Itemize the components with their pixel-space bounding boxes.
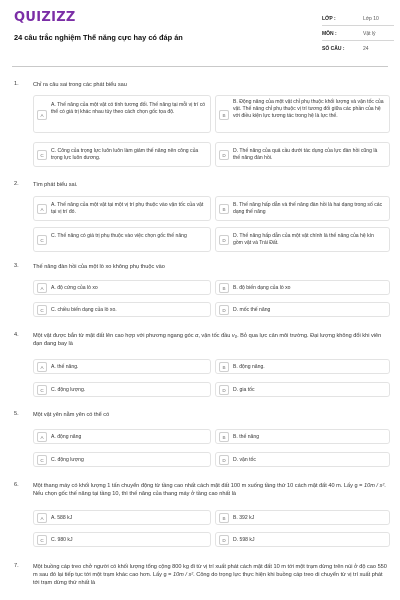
option-letter: A — [37, 362, 47, 372]
option-letter: B — [219, 362, 229, 372]
option-text: C. Công của trọng lực luôn luôn làm giảm thế năng nên công của trọng lực luôn dương. — [51, 148, 199, 161]
question-number: 2. — [14, 181, 19, 187]
question-number: 7. — [14, 563, 19, 569]
answer-option-d[interactable] — [215, 452, 390, 467]
answer-option-b[interactable] — [215, 429, 390, 444]
answer-option-a[interactable] — [33, 359, 211, 374]
option-letter: B — [219, 513, 229, 523]
meta-value: 24 — [363, 46, 369, 52]
question-text: Một buồng cáp treo chở người có khối lượng tổng cộng 800 kg đi từ vị trí xuất phát cách mặt đất 10 m tới một trạm dừng trên núi ở độ cao 550 m sau đó lại tiếp tục tới một trạm khác cao hơn. Lấy g = 10m / s². Công do trọng lực thực hiện khi buồng cáp treo di chuyển từ vị trí xuất phát tới trạm dừng thứ nhất là — [33, 564, 387, 586]
option-letter: D — [219, 150, 229, 160]
question-text: Thế năng đàn hồi của một lò xo không phụ thuộc vào — [33, 264, 165, 270]
answer-option-b[interactable] — [215, 510, 390, 525]
meta-value: Vật lý — [363, 31, 376, 37]
option-letter: C — [37, 535, 47, 545]
option-letter: C — [37, 455, 47, 465]
question-number: 5. — [14, 411, 19, 417]
question-number: 1. — [14, 81, 19, 87]
option-letter: D — [219, 535, 229, 545]
question-number: 4. — [14, 332, 19, 338]
option-letter: A — [37, 204, 47, 214]
answer-option-c[interactable] — [33, 302, 211, 317]
answer-option-c[interactable] — [33, 382, 211, 397]
question-text: Tìm phát biểu sai. — [33, 182, 78, 188]
option-letter: A — [37, 283, 47, 293]
header-divider — [12, 66, 388, 67]
answer-option-d[interactable] — [215, 227, 390, 252]
meta-label: SỐ CÂU : — [322, 46, 345, 52]
option-letter: C — [37, 150, 47, 160]
option-text: B. Động năng của một vật chỉ phụ thuộc khối lượng và vận tốc của vật. Thế năng chỉ phụ thuộc vị trí tương đối giữa các phần của hệ với điều kiện lực tương tác trong hệ là lực thế. — [233, 99, 384, 119]
option-text: B. động năng. — [233, 364, 265, 370]
question-text: Một vật yên nằm yên có thể có — [33, 412, 110, 418]
meta-value: Lớp 10 — [363, 16, 379, 22]
option-text: D. gia tốc — [233, 387, 255, 393]
option-text: D. Thế năng của quả cầu dưới tác dụng của lực đàn hồi cũng là thế năng đàn hồi. — [233, 148, 378, 161]
option-text: B. độ biến dạng của lò xo — [233, 285, 291, 291]
question-number: 3. — [14, 263, 19, 269]
answer-option-a[interactable] — [33, 510, 211, 525]
question-text: Một thang máy có khối lượng 1 tấn chuyển động từ tầng cao nhất cách mặt đất 100 m xuống tầng thứ 10 cách mặt đất 40 m. Lấy g = 10m / s². Nếu chọn gốc thế năng tại tầng 10, thì thế năng của thang máy ở tầng cao nhất là — [33, 483, 386, 497]
option-text: A. động năng — [51, 434, 82, 440]
answer-option-d[interactable] — [215, 532, 390, 547]
answer-option-a[interactable] — [33, 95, 211, 133]
document-title: 24 câu trắc nghiệm Thế năng cực hay có đáp án — [14, 33, 183, 42]
option-text: B. Thế năng hấp dẫn và thế năng đàn hồi là hai dạng trong số các dạng thế năng — [233, 202, 383, 215]
answer-option-b[interactable] — [215, 359, 390, 374]
answer-option-a[interactable] — [33, 196, 211, 221]
option-text: D. Thế năng hấp dẫn của một vật chính là thế năng của hệ kín gồm vật và Trái Đất. — [233, 233, 374, 246]
option-text: A. độ cứng của lò xo — [51, 285, 98, 291]
option-letter: A — [37, 110, 47, 120]
option-letter: B — [219, 110, 229, 120]
option-text: B. thế năng — [233, 434, 260, 440]
meta-divider — [322, 40, 394, 41]
answer-option-c[interactable] — [33, 452, 211, 467]
option-letter: D — [219, 455, 229, 465]
option-text: D. 598 kJ — [233, 537, 255, 543]
meta-divider — [322, 25, 394, 26]
answer-option-c[interactable] — [33, 227, 211, 252]
option-letter: D — [219, 235, 229, 245]
meta-label: LỚP : — [322, 16, 336, 22]
option-text: D. vận tốc — [233, 457, 256, 463]
answer-option-b[interactable] — [215, 280, 390, 295]
option-text: A. 588 kJ — [51, 515, 73, 521]
question-number: 6. — [14, 482, 19, 488]
option-text: C. động lượng — [51, 457, 84, 463]
answer-option-c[interactable] — [33, 532, 211, 547]
quizizz-logo: QUIZIZZ — [14, 10, 76, 25]
page-header — [0, 0, 400, 76]
option-text: A. Thế năng của một vật tại một vị trí phụ thuộc vào vận tốc của vật tại vị trí đó. — [51, 202, 204, 215]
answer-option-b[interactable] — [215, 196, 390, 221]
option-text: C. Thế năng có giá trị phụ thuộc vào việc chọn gốc thế năng — [51, 233, 187, 239]
answer-option-c[interactable] — [33, 142, 211, 167]
answer-option-d[interactable] — [215, 142, 390, 167]
option-letter: B — [219, 204, 229, 214]
option-text: A. Thế năng của một vật có tính tương đối. Thế năng tại mỗi vị trí có thể có giá trị khác nhau tùy theo cách chọn gốc tọa độ. — [51, 102, 206, 115]
option-text: C. động lượng. — [51, 387, 86, 393]
question-text: Một vật được bắn từ mặt đất lên cao hợp với phương ngang góc α, vận tốc đầu v₀. Bỏ qua lực cản môi trường. Đại lượng không đổi khi viên đạn đang bay là — [33, 333, 382, 347]
meta-label: MÔN : — [322, 31, 337, 37]
option-letter: A — [37, 513, 47, 523]
answer-option-d[interactable] — [215, 302, 390, 317]
option-letter: C — [37, 305, 47, 315]
option-letter: D — [219, 385, 229, 395]
option-text: D. mốc thế năng — [233, 307, 271, 313]
option-text: C. 980 kJ — [51, 537, 73, 543]
option-text: A. thế năng. — [51, 364, 79, 370]
answer-option-a[interactable] — [33, 280, 211, 295]
option-letter: B — [219, 432, 229, 442]
option-letter: D — [219, 305, 229, 315]
option-text: C. chiều biến dạng của lò xo. — [51, 307, 117, 313]
answer-option-a[interactable] — [33, 429, 211, 444]
option-text: B. 392 kJ — [233, 515, 255, 521]
option-letter: C — [37, 235, 47, 245]
question-text: Chỉ ra câu sai trong các phát biểu sau — [33, 82, 127, 88]
option-letter: A — [37, 432, 47, 442]
answer-option-d[interactable] — [215, 382, 390, 397]
answer-option-b[interactable] — [215, 95, 390, 133]
option-letter: B — [219, 283, 229, 293]
option-letter: C — [37, 385, 47, 395]
